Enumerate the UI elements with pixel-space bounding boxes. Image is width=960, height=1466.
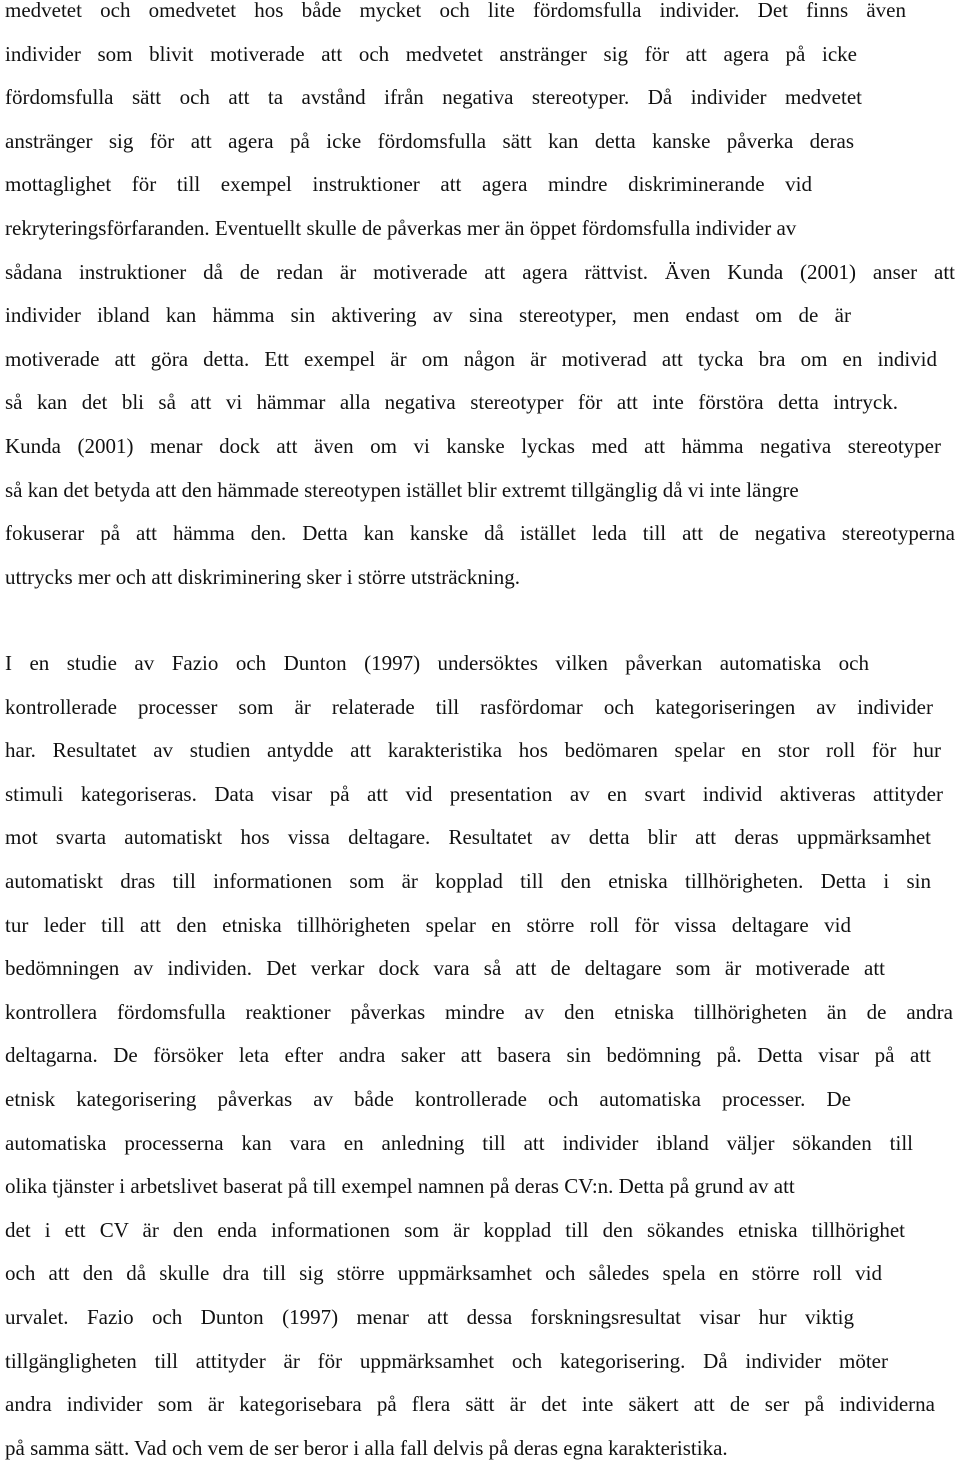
text-line: och att den då skulle dra till sig större uppmärksamhet och således spela en större roll vid	[5, 1261, 882, 1286]
text-line: så kan det betyda att den hämmade stereotypen istället blir extremt tillgänglig då vi inte längre	[5, 477, 799, 502]
text-line: stimuli kategoriseras. Data visar på att vid presentation av en svart individ aktiveras attityder	[5, 781, 943, 806]
text-line: individer ibland kan hämma sin aktivering av sina stereotyper, men endast om de är	[5, 303, 851, 328]
text-line: uttrycks mer och att diskriminering sker i större utsträckning.	[5, 564, 520, 589]
text-line: etnisk kategorisering påverkas av både kontrollerade och automatiska processer. De	[5, 1087, 851, 1111]
text-line: kontrollera fördomsfulla reaktioner påverkas mindre av den etniska tillhörigheten än de andra	[5, 999, 953, 1024]
text-line: urvalet. Fazio och Dunton (1997) menar att dessa forskningsresultat visar hur viktig	[5, 1305, 854, 1329]
text-line: motiverade att göra detta. Ett exempel är om någon är motiverad att tycka bra om en individ	[5, 346, 937, 371]
text-line: mot svarta automatiskt hos vissa deltagare. Resultatet av detta blir att deras uppmärksamhet	[5, 825, 931, 850]
text-line: olika tjänster i arbetslivet baserat på till exempel namnen på deras CV:n. Detta på grund av att	[5, 1174, 795, 1199]
text-line: automatiskt dras till informationen som är kopplad till den etniska tillhörigheten. Detta i sin	[5, 869, 931, 893]
text-line: tur leder till att den etniska tillhörigheten spelar en större roll för vissa deltagare vid	[5, 912, 851, 937]
text-line: mottaglighet för till exempel instruktioner att agera mindre diskriminerande vid	[5, 172, 812, 197]
text-line: andra individer som är kategorisebara på flera sätt är det inte säkert att de ser på individerna	[5, 1392, 935, 1417]
text-line: fördomsfulla sätt och att ta avstånd ifrån negativa stereotyper. Då individer medvetet	[5, 85, 862, 110]
text-line: I en studie av Fazio och Dunton (1997) undersöktes vilken påverkan automatiska och	[5, 651, 869, 675]
text-line: bedömningen av individen. Det verkar dock vara så att de deltagare som är motiverade att	[5, 956, 885, 981]
text-line: kontrollerade processer som är relaterade till rasfördomar och kategoriseringen av individer	[5, 694, 933, 719]
text-line: tillgängligheten till attityder är för uppmärksamhet och kategorisering. Då individer möter	[5, 1348, 888, 1373]
text-line: har. Resultatet av studien antydde att karakteristika hos bedömaren spelar en stor roll för hur	[5, 738, 941, 763]
text-line: det i ett CV är den enda informationen som är kopplad till den sökandes etniska tillhörighet	[5, 1217, 905, 1242]
text-line: deltagarna. De försöker leta efter andra saker att basera sin bedömning på. Detta visar på att	[5, 1043, 931, 1068]
text-line: sådana instruktioner då de redan är motiverade att agera rättvist. Även Kunda (2001) anser att	[5, 259, 955, 284]
text-line: individer som blivit motiverade att och medvetet anstränger sig för att agera på icke	[5, 41, 857, 66]
text-line: på samma sätt. Vad och vem de ser beror i alla fall delvis på deras egna karakteristika.	[5, 1435, 728, 1460]
text-line: så kan det bli så att vi hämmar alla negativa stereotyper för att inte förstöra detta intryck.	[5, 390, 898, 415]
text-line: Kunda (2001) menar dock att även om vi kanske lyckas med att hämma negativa stereotyper	[5, 434, 941, 458]
text-line: anstränger sig för att agera på icke fördomsfulla sätt kan detta kanske påverka deras	[5, 128, 854, 153]
text-line: automatiska processerna kan vara en anledning till att individer ibland väljer sökanden till	[5, 1130, 913, 1155]
text-line: medvetet och omedvetet hos både mycket och lite fördomsfulla individer. Det finns även	[5, 0, 906, 22]
text-line: fokuserar på att hämma den. Detta kan kanske då istället leda till att de negativa stereotyperna	[5, 521, 955, 546]
text-line: rekryteringsförfaranden. Eventuellt skulle de påverkas mer än öppet fördomsfulla individer av	[5, 216, 797, 240]
